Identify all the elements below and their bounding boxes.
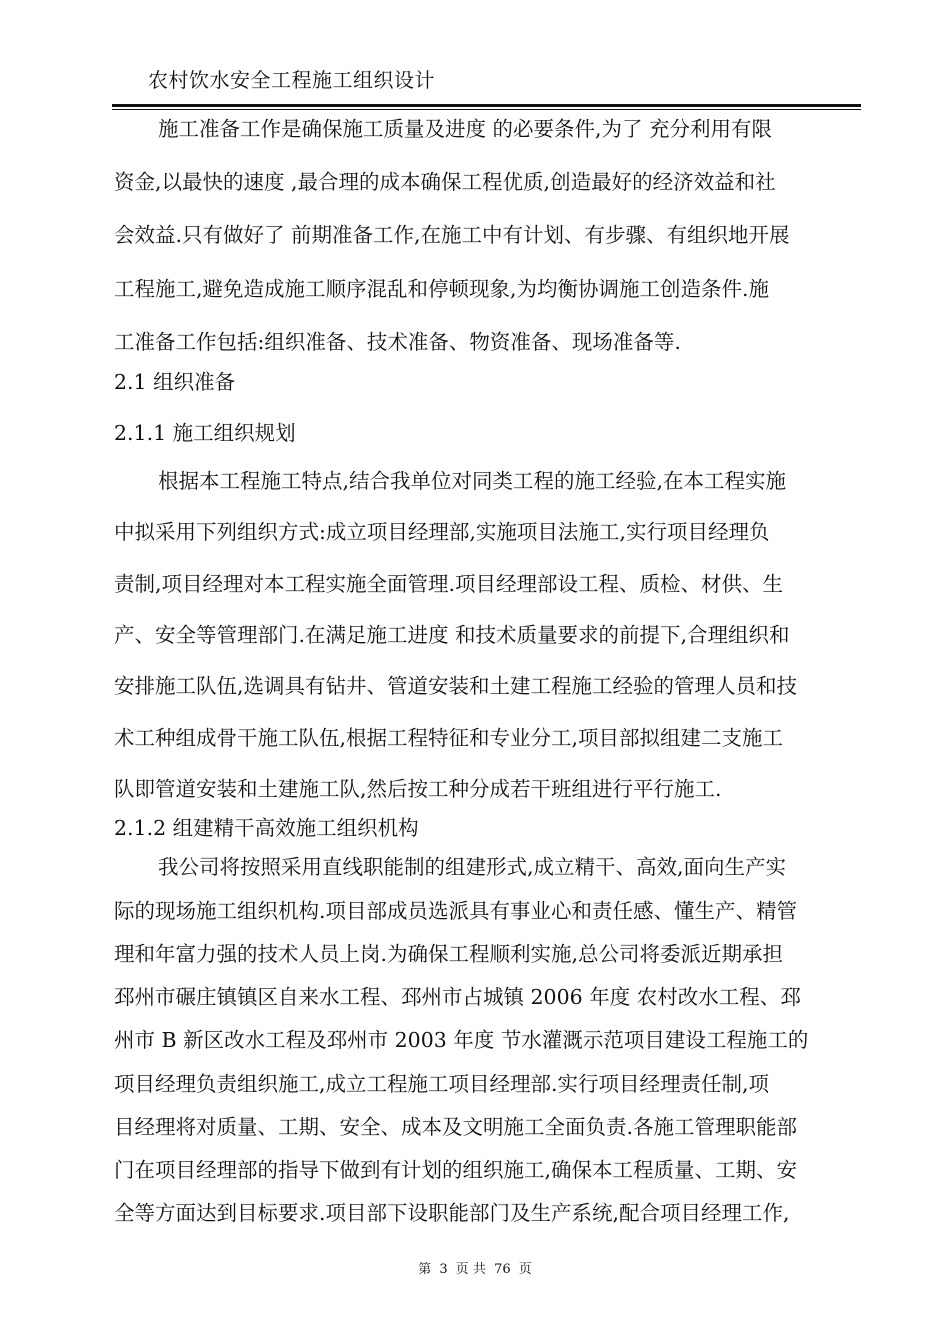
paragraph-line: 责制,项目经理对本工程实施全面管理.项目经理部设工程、质检、材供、生: [114, 572, 784, 596]
paragraph-line: 队即管道安装和土建施工队,然后按工种分成若干班组进行平行施工.: [114, 777, 722, 801]
paragraph-line: 资金,以最快的速度 ,最合理的成本确保工程优质,创造最好的经济效益和社: [114, 170, 776, 194]
paragraph-line: 根据本工程施工特点,结合我单位对同类工程的施工经验,在本工程实施: [158, 469, 787, 493]
footer-page-number: 3: [439, 1262, 448, 1277]
paragraph-line: 州市 B 新区改水工程及邳州市 2003 年度 节水灌溉示范项目建设工程施工的: [114, 1028, 809, 1052]
paragraph-line: 邳州市碾庄镇镇区自来水工程、邳州市占城镇 2006 年度 农村改水工程、邳: [114, 985, 801, 1009]
section-heading-2-1-1: 2.1.1 施工组织规划: [114, 421, 296, 445]
paragraph-line: 项目经理负责组织施工,成立工程施工项目经理部.实行项目经理责任制,项: [114, 1072, 770, 1096]
paragraph-line: 产、安全等管理部门.在满足施工进度 和技术质量要求的前提下,合理组织和: [114, 623, 790, 647]
section-heading-2-1-2: 2.1.2 组建精干高效施工组织机构: [114, 816, 419, 840]
paragraph-line: 工准备工作包括:组织准备、技术准备、物资准备、现场准备等.: [114, 330, 681, 354]
paragraph-line: 际的现场施工组织机构.项目部成员选派具有事业心和责任感、懂生产、精管: [114, 899, 798, 923]
paragraph-line: 会效益.只有做好了 前期准备工作,在施工中有计划、有步骤、有组织地开展: [114, 223, 790, 247]
paragraph-line: 全等方面达到目标要求.项目部下设职能部门及生产系统,配合项目经理工作,: [114, 1201, 790, 1225]
footer-suffix: 页: [518, 1262, 532, 1277]
paragraph-line: 术工种组成骨干施工队伍,根据工程特征和专业分工,项目部拟组建二支施工: [114, 726, 784, 750]
footer-middle: 页 共: [455, 1262, 486, 1277]
footer-prefix: 第: [418, 1262, 432, 1277]
paragraph-line: 我公司将按照采用直线职能制的组建形式,成立精干、高效,面向生产实: [158, 855, 787, 879]
footer-total-pages: 76: [494, 1262, 511, 1277]
paragraph-line: 中拟采用下列组织方式:成立项目经理部,实施项目法施工,实行项目经理负: [114, 520, 770, 544]
paragraph-line: 施工准备工作是确保施工质量及进度 的必要条件,为了 充分利用有限: [158, 117, 773, 141]
paragraph-line: 门在项目经理部的指导下做到有计划的组织施工,确保本工程质量、工期、安: [114, 1158, 798, 1182]
paragraph-line: 工程施工,避免造成施工顺序混乱和停顿现象,为均衡协调施工创造条件.施: [114, 277, 770, 301]
header-rule-thin: [112, 109, 861, 110]
header-rule-thick: [112, 104, 861, 107]
paragraph-line: 安排施工队伍,选调具有钻井、管道安装和土建工程施工经验的管理人员和技: [114, 674, 798, 698]
page-header-title: 农村饮水安全工程施工组织设计: [148, 68, 435, 92]
paragraph-line: 理和年富力强的技术人员上岗.为确保工程顺利实施,总公司将委派近期承担: [114, 942, 784, 966]
page-footer: [0, 1258, 950, 1277]
section-heading-2-1: 2.1 组织准备: [114, 370, 236, 394]
paragraph-line: 目经理将对质量、工期、安全、成本及文明施工全面负责.各施工管理职能部: [114, 1115, 798, 1139]
